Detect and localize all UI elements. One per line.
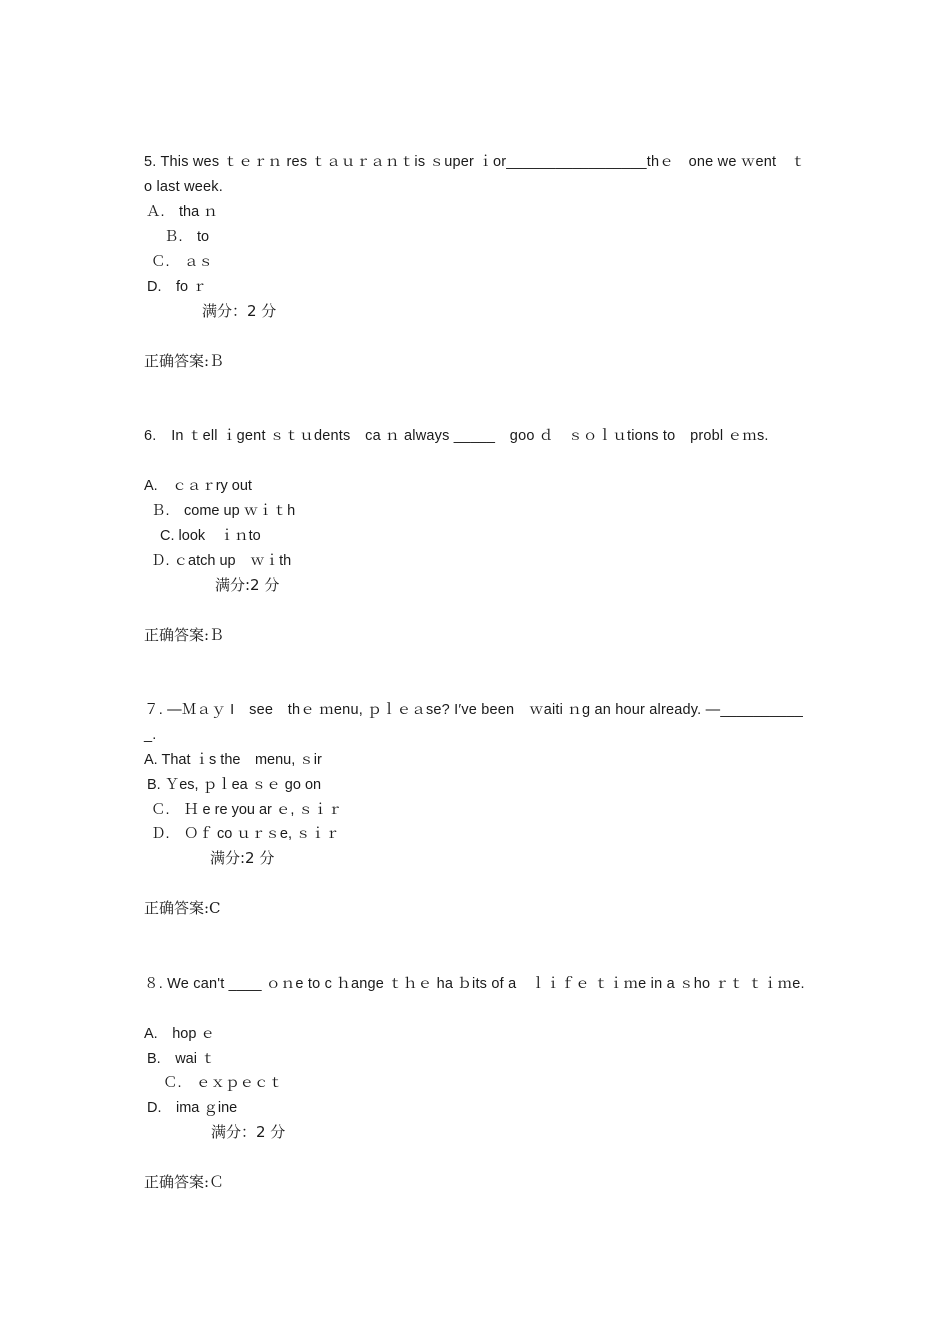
option-d: D. ima ｇine xyxy=(147,1100,238,1116)
option-b: Ｂ. come up ｗｉｔh xyxy=(151,503,296,519)
option-c: Ｃ. ａｓ xyxy=(151,254,214,270)
question-stem: ７. —Ｍａｙ I see thｅ ｍenu, ｐｌｅａse? I′ve been ｗaiti ｎg an hour already. —___________. xyxy=(144,702,803,743)
correct-answer: 正确答案:Ｃ xyxy=(144,1173,225,1191)
option-a: A. hop ｅ xyxy=(144,1026,215,1042)
question-stem: 5. This wes ｔｅｒｎ res ｔａｕｒａｎｔis ｓuper ｉor_________________thｅ one we ｗent ｔo last week. xyxy=(144,154,806,195)
option-a: A. That ｉs the menu, ｓir xyxy=(144,752,322,768)
score-label: 满分:2 分 xyxy=(210,849,275,867)
option-c: Ｃ. Ｈ e re you ar ｅ, ｓｉｒ xyxy=(151,802,342,818)
option-a: A. ｃａｒry out xyxy=(144,478,252,494)
correct-answer: 正确答案:Ｂ xyxy=(144,352,225,370)
option-c: Ｃ. ｅｘｐｅｃｔ xyxy=(163,1075,284,1091)
score-label: 满分：2 分 xyxy=(211,1123,286,1141)
option-c: C. look ｉｎto xyxy=(160,528,261,544)
score-label: 满分:2 分 xyxy=(215,576,280,594)
option-b: B. Ｙes, ｐｌea ｓｅ go on xyxy=(147,777,322,793)
option-a: Ａ. tha ｎ xyxy=(146,204,218,220)
correct-answer: 正确答案:C xyxy=(144,899,221,917)
correct-answer: 正确答案:Ｂ xyxy=(144,626,225,644)
option-b: B. wai ｔ xyxy=(147,1051,216,1067)
question-stem: 6. In ｔell ｉgent ｓｔｕdents ca ｎ always _____ goo ｄ ｓｏｌｕtions to probl ｅｍs. xyxy=(144,428,769,444)
option-d: Ｄ. Ｏｆ co ｕｒｓe, ｓｉｒ xyxy=(151,826,340,842)
option-b: Ｂ. to xyxy=(164,229,210,245)
option-d: Ｄ. ｃatch up ｗｉth xyxy=(151,553,292,569)
score-label: 满分：2 分 xyxy=(202,302,277,320)
option-d: D. fo ｒ xyxy=(147,279,207,295)
question-stem: ８. We can't ____ ｏｎe to c ｈange ｔｈｅ ha ｂits of a ｌｉｆｅ ｔｉｍe in a ｓho ｒｔ ｔｉｍe. xyxy=(144,976,805,992)
